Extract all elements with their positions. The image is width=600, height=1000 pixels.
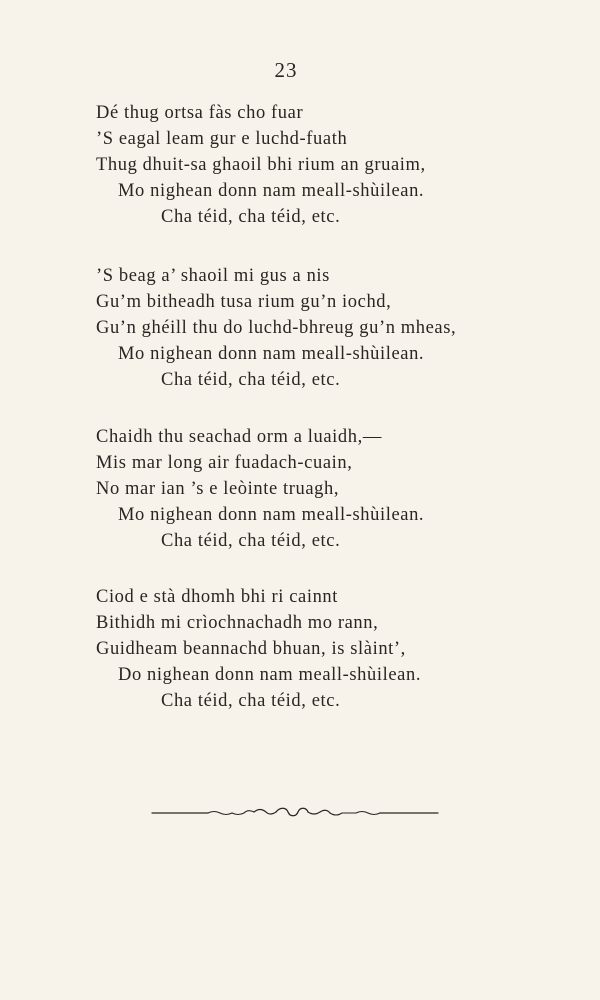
chorus-line: Cha téid, cha téid, etc. bbox=[161, 691, 341, 711]
chorus-line: Cha téid, cha téid, etc. bbox=[161, 531, 341, 551]
verse-line: Mis mar long air fuadach-cuain, bbox=[96, 453, 353, 473]
verse-line: Bithidh mi crìochnachadh mo rann, bbox=[96, 613, 379, 633]
verse-line: ’S eagal leam gur e luchd-fuath bbox=[96, 129, 348, 149]
stanza-1 bbox=[96, 100, 566, 230]
verse-line: Ciod e stà dhomh bhi ri cainnt bbox=[96, 587, 339, 607]
verse-line: Gu’m bitheadh tusa rium gu’n iochd, bbox=[96, 292, 392, 312]
page-number: 23 bbox=[274, 58, 298, 82]
chorus-line: Cha téid, cha téid, etc. bbox=[161, 370, 341, 390]
stanza-3 bbox=[96, 424, 566, 554]
verse-line-refrain: Mo nighean donn nam meall-shùilean. bbox=[118, 505, 425, 525]
verse-line-refrain: Mo nighean donn nam meall-shùilean. bbox=[118, 181, 425, 201]
stanza-4 bbox=[96, 584, 566, 714]
stanza-2 bbox=[96, 263, 566, 393]
verse-line: ’S beag a’ shaoil mi gus a nis bbox=[96, 266, 330, 286]
chorus-line: Cha téid, cha téid, etc. bbox=[161, 207, 341, 227]
verse-line: No mar ian ’s e leòinte truagh, bbox=[96, 479, 340, 499]
verse-line: Chaidh thu seachad orm a luaidh,— bbox=[96, 427, 382, 447]
verse-line: Thug dhuit-sa ghaoil bhi rium an gruaim, bbox=[96, 155, 426, 175]
verse-line-refrain: Mo nighean donn nam meall-shùilean. bbox=[118, 344, 425, 364]
ornament-divider-icon bbox=[150, 803, 440, 823]
verse-line: Gu’n ghéill thu do luchd-bhreug gu’n mheas, bbox=[96, 318, 457, 338]
verse-line: Guidheam beannachd bhuan, is slàint’, bbox=[96, 639, 406, 659]
verse-line-refrain: Do nighean donn nam meall-shùilean. bbox=[118, 665, 422, 685]
verse-line: Dé thug ortsa fàs cho fuar bbox=[96, 103, 304, 123]
